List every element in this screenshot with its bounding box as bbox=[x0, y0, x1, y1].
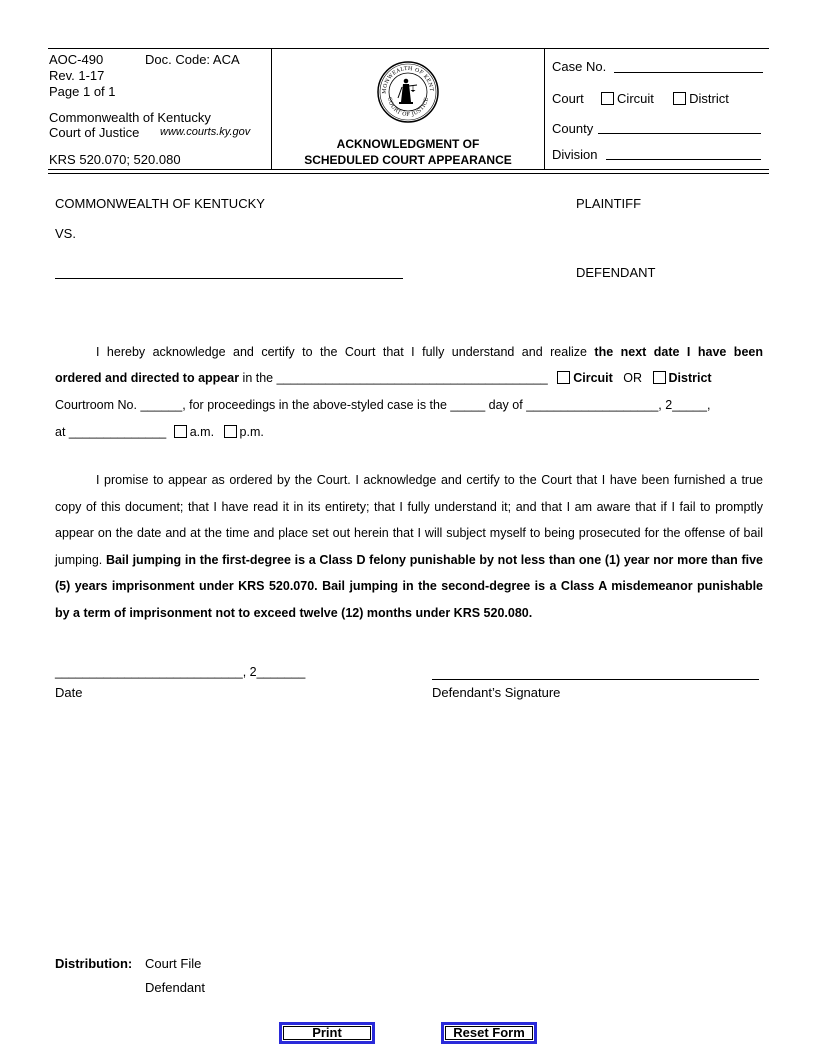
distribution-label: Distribution: bbox=[55, 956, 133, 971]
page-number: Page 1 of 1 bbox=[49, 84, 116, 99]
ack-line4 bbox=[55, 425, 264, 439]
agency-line2: Court of Justice bbox=[49, 125, 140, 140]
plaintiff-label: PLAINTIFF bbox=[576, 196, 642, 211]
pm-checkbox[interactable] bbox=[224, 425, 237, 438]
statute: KRS 520.070; 520.080 bbox=[49, 152, 181, 167]
division-label: Division bbox=[552, 147, 598, 162]
reset-form-button[interactable]: Reset Form bbox=[441, 1022, 537, 1044]
sig-year-prefix: , 2 bbox=[242, 665, 257, 679]
seal-icon bbox=[376, 60, 440, 124]
at-label: at bbox=[55, 425, 66, 439]
ack-line2 bbox=[55, 371, 712, 385]
date-blank[interactable]: ___________________________ bbox=[55, 665, 243, 679]
courtroom-blank[interactable]: ______ bbox=[140, 398, 183, 412]
time-blank[interactable]: ______________ bbox=[68, 425, 167, 439]
ack-line1 bbox=[55, 345, 763, 359]
proceedings-text: , for proceedings in the above-styled case is the bbox=[182, 398, 447, 412]
revision: Rev. 1-17 bbox=[49, 68, 105, 83]
promise-bold: Bail jumping in the first-degree is a Class D felony punishable by not less than one (1) year nor more than five (5) years imprisonment under KRS 520.070. Bail jumping in the second-degree is a Class A misdemeanor punishable by a term of imprisonment not to exceed twelve (12) months under KRS 520.080. bbox=[55, 552, 763, 620]
promise-text: I promise to appear as ordered by the Court. I acknowledge and certify to the Court that I have been furnished a true copy of this document; that I have read it in its entirety; that I fully understand it; and that I am aware that if I fail to promptly appear on the date and at the time and place set out herein that I will subject myself to being prosecuted for the offense of bail jumping. bbox=[55, 473, 763, 567]
ack-line3: Courtroom No. ______, for proceedings in the above-styled case is the _____ day of ___________________, 2_____, bbox=[55, 398, 711, 412]
versus: VS. bbox=[55, 226, 76, 241]
promise-paragraph bbox=[55, 467, 763, 626]
ack-in-the: in the bbox=[239, 371, 277, 385]
day-of-label: day of bbox=[488, 398, 523, 412]
court-label: Court bbox=[552, 91, 584, 106]
form-title-line1: ACKNOWLEDGMENT OF bbox=[336, 137, 480, 151]
courtroom-label: Courtroom No. bbox=[55, 398, 137, 412]
court-district-checkbox[interactable] bbox=[673, 92, 686, 105]
court-circuit-label: Circuit bbox=[617, 91, 654, 106]
year-blank[interactable]: _____ bbox=[672, 398, 707, 412]
plaintiff-name: COMMONWEALTH OF KENTUCKY bbox=[55, 196, 265, 211]
defendant-name-field[interactable] bbox=[55, 278, 403, 279]
court-seal bbox=[376, 60, 440, 124]
form-number: AOC-490 bbox=[49, 52, 104, 67]
ack-district-checkbox[interactable] bbox=[653, 371, 666, 384]
defendant-label: DEFENDANT bbox=[576, 265, 656, 280]
ack-district-label: District bbox=[668, 371, 712, 385]
distribution-court-file: Court File bbox=[145, 956, 202, 971]
court-field bbox=[552, 91, 729, 106]
svg-text:COURT OF JUSTICE: COURT OF JUSTICE bbox=[385, 96, 431, 119]
doc-code: Doc. Code: ACA bbox=[145, 52, 240, 67]
agency-line1: Commonwealth of Kentucky bbox=[49, 110, 211, 125]
case-no-field[interactable] bbox=[614, 72, 763, 73]
svg-text:COMMONWEALTH OF KENTUCKY: MONWEALTH OF KENT bbox=[381, 65, 435, 94]
court-district-label: District bbox=[689, 91, 729, 106]
form-title-line2: SCHEDULED COURT APPEARANCE bbox=[304, 153, 512, 167]
am-label: a.m. bbox=[189, 425, 215, 439]
pm-label: p.m. bbox=[239, 425, 264, 439]
county-label: County bbox=[552, 121, 594, 136]
distribution-defendant: Defendant bbox=[145, 980, 205, 995]
signature-field[interactable] bbox=[432, 679, 759, 680]
court-circuit-checkbox[interactable] bbox=[601, 92, 614, 105]
month-blank[interactable]: ___________________ bbox=[526, 398, 659, 412]
signature-label: Defendant’s Signature bbox=[432, 685, 561, 700]
court-blank[interactable]: _______________________________________ bbox=[276, 371, 548, 385]
sig-year-blank[interactable]: _______ bbox=[256, 665, 306, 679]
year-prefix: , 2 bbox=[658, 398, 673, 412]
day-blank[interactable]: _____ bbox=[450, 398, 486, 412]
ack-intro: I hereby acknowledge and certify to the Court that I fully understand and realize bbox=[96, 345, 595, 359]
ack-bold-part1: the next date I have been bbox=[594, 345, 763, 359]
division-field[interactable] bbox=[606, 159, 761, 160]
print-button[interactable]: Print bbox=[279, 1022, 375, 1044]
ack-circuit-checkbox[interactable] bbox=[557, 371, 570, 384]
case-no-label: Case No. bbox=[552, 59, 607, 74]
county-field[interactable] bbox=[598, 133, 761, 134]
date-line bbox=[55, 665, 305, 679]
ack-bold-part2: ordered and directed to appear bbox=[55, 371, 240, 385]
ack-or: OR bbox=[623, 371, 643, 385]
ack-circuit-label: Circuit bbox=[573, 371, 613, 385]
am-checkbox[interactable] bbox=[174, 425, 187, 438]
date-label: Date bbox=[55, 685, 83, 700]
website: www.courts.ky.gov bbox=[160, 126, 251, 138]
